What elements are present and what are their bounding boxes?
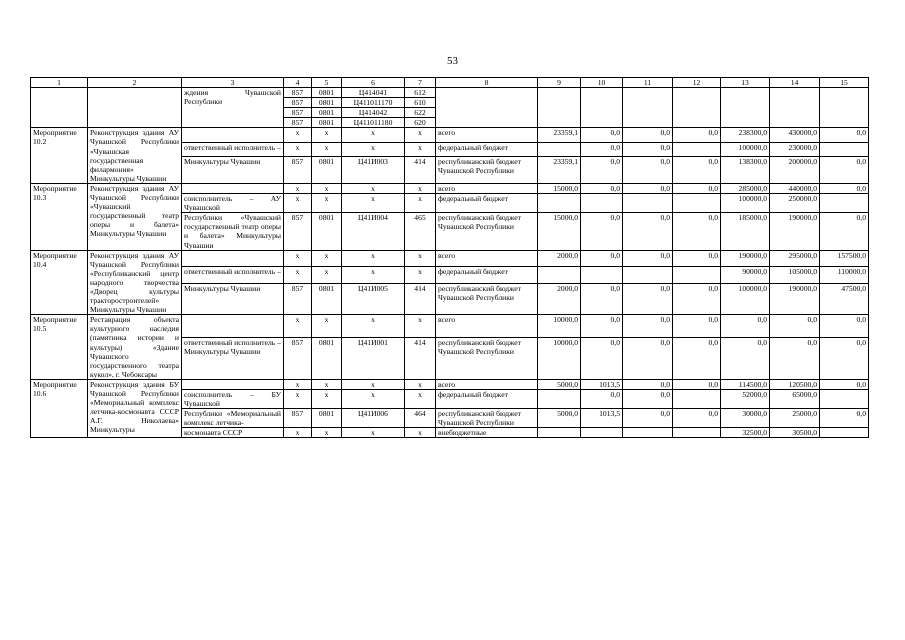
budget-table xyxy=(30,77,869,438)
amount-cell: 0,0 xyxy=(623,128,673,142)
gov-code-cell: х xyxy=(284,267,312,284)
code-cell: 612 xyxy=(405,88,436,98)
amount-cell: 190000,0 xyxy=(770,213,820,250)
amount-cell: 0,0 xyxy=(673,315,721,337)
page-number: 53 xyxy=(447,55,458,67)
amount-cell: 295000,0 xyxy=(770,250,820,267)
funding-source-cell: федеральный бюджет xyxy=(436,142,538,156)
executor-cell xyxy=(182,315,284,337)
amount-cell xyxy=(538,142,581,156)
expense-code-cell: х xyxy=(405,183,436,193)
amount-cell: 0,0 xyxy=(820,409,869,428)
expense-code-cell: 414 xyxy=(405,283,436,315)
section-code-cell: х xyxy=(312,183,342,193)
target-code-cell: х xyxy=(342,428,405,438)
column-header-6: 6 xyxy=(342,78,405,88)
target-code-cell: Ц41И001 xyxy=(342,337,405,379)
amount-cell xyxy=(820,142,869,156)
amount-cell xyxy=(820,194,869,213)
section-code-cell: 0801 xyxy=(312,213,342,250)
gov-code-cell: х xyxy=(284,428,312,438)
amount-cell: 5000,0 xyxy=(538,409,581,428)
amount-cell: 2000,0 xyxy=(538,283,581,315)
code-cell: Ц411011170 xyxy=(342,98,405,108)
amount-cell xyxy=(538,194,581,213)
amount-cell: 0,0 xyxy=(721,315,770,337)
funding-source-cell: всего xyxy=(436,250,538,267)
event-name: Реконструкция здания АУ Чувашской Республики «Чувашский государственный театр оперы и балета» Минкультуры Чувашии xyxy=(88,183,182,250)
code-cell: Ц414041 xyxy=(342,88,405,98)
amount-cell: 1013,5 xyxy=(581,409,623,428)
amount-cell: 190000,0 xyxy=(770,283,820,315)
section-code-cell: х xyxy=(312,142,342,156)
section-code-cell: х xyxy=(312,428,342,438)
funding-source-cell: республиканский бюджет Чувашской Республики xyxy=(436,283,538,315)
column-header-13: 13 xyxy=(721,78,770,88)
funding-source-cell: всего xyxy=(436,379,538,389)
empty-cell xyxy=(581,88,623,128)
section-code-cell: х xyxy=(312,315,342,337)
amount-cell: 25000,0 xyxy=(770,409,820,428)
amount-cell: 0,0 xyxy=(581,390,623,409)
funding-source-cell: всего xyxy=(436,315,538,337)
executor-cell xyxy=(182,183,284,193)
table-row xyxy=(31,183,869,193)
amount-cell xyxy=(673,194,721,213)
target-code-cell: х xyxy=(342,267,405,284)
empty-cell xyxy=(721,88,770,128)
amount-cell xyxy=(673,428,721,438)
amount-cell: 2000,0 xyxy=(538,250,581,267)
code-cell: 620 xyxy=(405,118,436,128)
code-cell: 622 xyxy=(405,108,436,118)
section-code-cell: 0801 xyxy=(312,409,342,428)
section-code-cell: х xyxy=(312,250,342,267)
header-row xyxy=(31,78,869,88)
amount-cell xyxy=(673,267,721,284)
amount-cell: 0,0 xyxy=(623,409,673,428)
gov-code-cell: 857 xyxy=(284,409,312,428)
amount-cell: 0,0 xyxy=(820,379,869,389)
expense-code-cell: х xyxy=(405,250,436,267)
amount-cell: 0,0 xyxy=(673,156,721,183)
amount-cell: 0,0 xyxy=(673,183,721,193)
amount-cell: 238300,0 xyxy=(721,128,770,142)
event-id-cell xyxy=(31,88,88,128)
funding-source-cell: всего xyxy=(436,183,538,193)
code-cell: 857 xyxy=(284,118,312,128)
funding-source-cell: всего xyxy=(436,128,538,142)
amount-cell: 185000,0 xyxy=(721,213,770,250)
section-code-cell: 0801 xyxy=(312,156,342,183)
section-code-cell: х xyxy=(312,379,342,389)
expense-code-cell: х xyxy=(405,142,436,156)
expense-code-cell: х xyxy=(405,267,436,284)
amount-cell: 47500,0 xyxy=(820,283,869,315)
code-cell: 857 xyxy=(284,88,312,98)
amount-cell: 157500,0 xyxy=(820,250,869,267)
amount-cell: 30000,0 xyxy=(721,409,770,428)
amount-cell: 0,0 xyxy=(820,315,869,337)
gov-code-cell: х xyxy=(284,315,312,337)
amount-cell: 0,0 xyxy=(721,337,770,379)
empty-cell xyxy=(436,88,538,128)
amount-cell: 100000,0 xyxy=(721,194,770,213)
funding-source-cell: республиканский бюджет Чувашской Республики xyxy=(436,409,538,428)
expense-code-cell: х xyxy=(405,379,436,389)
target-code-cell: х xyxy=(342,379,405,389)
column-header-7: 7 xyxy=(405,78,436,88)
event-id: Мероприятие 10.3 xyxy=(31,183,88,250)
funding-source-cell: федеральный бюджет xyxy=(436,390,538,409)
amount-cell: 0,0 xyxy=(673,128,721,142)
gov-code-cell: х xyxy=(284,379,312,389)
gov-code-cell: х xyxy=(284,250,312,267)
empty-cell xyxy=(538,88,581,128)
amount-cell: 65000,0 xyxy=(770,390,820,409)
amount-cell: 90000,0 xyxy=(721,267,770,284)
event-name-cell xyxy=(88,88,182,128)
amount-cell: 0,0 xyxy=(770,337,820,379)
executor-cell: ответственный исполнитель – xyxy=(182,142,284,156)
executor-cell xyxy=(182,128,284,142)
executor-cell xyxy=(182,250,284,267)
column-header-11: 11 xyxy=(623,78,673,88)
gov-code-cell: 857 xyxy=(284,283,312,315)
amount-cell xyxy=(623,194,673,213)
section-code-cell: х xyxy=(312,194,342,213)
amount-cell: 10000,0 xyxy=(538,337,581,379)
target-code-cell: х xyxy=(342,183,405,193)
amount-cell xyxy=(581,267,623,284)
expense-code-cell: 465 xyxy=(405,213,436,250)
event-id: Мероприятие 10.4 xyxy=(31,250,88,315)
amount-cell: 100000,0 xyxy=(721,283,770,315)
amount-cell: 0,0 xyxy=(770,315,820,337)
section-code-cell: х xyxy=(312,390,342,409)
amount-cell: 110000,0 xyxy=(820,267,869,284)
amount-cell: 430000,0 xyxy=(770,128,820,142)
amount-cell: 0,0 xyxy=(623,156,673,183)
executor-cell: Минкультуры Чувашии xyxy=(182,283,284,315)
amount-cell: 0,0 xyxy=(623,337,673,379)
expense-code-cell: 464 xyxy=(405,409,436,428)
table-row xyxy=(31,128,869,142)
amount-cell xyxy=(581,428,623,438)
section-code-cell: 0801 xyxy=(312,337,342,379)
amount-cell: 0,0 xyxy=(581,142,623,156)
target-code-cell: Ц41И004 xyxy=(342,213,405,250)
expense-code-cell: 414 xyxy=(405,156,436,183)
funding-source-cell: республиканский бюджет Чувашской Республики xyxy=(436,213,538,250)
gov-code-cell: х xyxy=(284,142,312,156)
target-code-cell: х xyxy=(342,315,405,337)
event-name: Реконструкция здания АУ Чувашской Республики «Чувашская государственная филармония» Минкультуры Чувашии xyxy=(88,128,182,184)
amount-cell: 105000,0 xyxy=(770,267,820,284)
executor-cell: Минкультуры Чувашии xyxy=(182,156,284,183)
section-code-cell: х xyxy=(312,267,342,284)
column-header-12: 12 xyxy=(673,78,721,88)
expense-code-cell: х xyxy=(405,428,436,438)
amount-cell: 0,0 xyxy=(623,250,673,267)
amount-cell: 0,0 xyxy=(581,128,623,142)
amount-cell: 0,0 xyxy=(581,315,623,337)
gov-code-cell: 857 xyxy=(284,156,312,183)
amount-cell: 250000,0 xyxy=(770,194,820,213)
executor-cell: Республики «Мемориальный комплекс летчика- xyxy=(182,409,284,428)
table-row xyxy=(31,250,869,267)
column-header-9: 9 xyxy=(538,78,581,88)
amount-cell: 190000,0 xyxy=(721,250,770,267)
amount-cell: 30500,0 xyxy=(770,428,820,438)
amount-cell: 440000,0 xyxy=(770,183,820,193)
amount-cell: 52000,0 xyxy=(721,390,770,409)
amount-cell: 200000,0 xyxy=(770,156,820,183)
gov-code-cell: х xyxy=(284,194,312,213)
amount-cell: 0,0 xyxy=(581,283,623,315)
expense-code-cell: х xyxy=(405,390,436,409)
amount-cell: 0,0 xyxy=(623,315,673,337)
amount-cell: 32500,0 xyxy=(721,428,770,438)
executor-cell xyxy=(182,379,284,389)
code-cell: 0801 xyxy=(312,88,342,98)
event-name: Реконструкция здания АУ Чувашской Республики «Республиканский центр народного творчества «Дворец культуры тракторостроителей» Минкультуры Чувашии xyxy=(88,250,182,315)
executor-cell: соисполнитель – БУ Чувашской xyxy=(182,390,284,409)
code-cell: Ц411011180 xyxy=(342,118,405,128)
amount-cell: 0,0 xyxy=(581,213,623,250)
amount-cell: 0,0 xyxy=(673,379,721,389)
target-code-cell: Ц41И003 xyxy=(342,156,405,183)
amount-cell: 100000,0 xyxy=(721,142,770,156)
funding-source-cell: республиканский бюджет Чувашской Республики xyxy=(436,337,538,379)
code-cell: 610 xyxy=(405,98,436,108)
amount-cell xyxy=(538,428,581,438)
amount-cell xyxy=(581,194,623,213)
target-code-cell: х xyxy=(342,142,405,156)
executor-cell: Республики «Чувашский государственный театр оперы и балета» Минкультуры Чувашии xyxy=(182,213,284,250)
amount-cell: 15000,0 xyxy=(538,183,581,193)
gov-code-cell: х xyxy=(284,183,312,193)
event-name: Реконструкция здания БУ Чувашской Республики «Мемориальный комплекс летчика-космонавта СССР А.Г. Николаева» Минкультуры xyxy=(88,379,182,438)
amount-cell: 0,0 xyxy=(673,213,721,250)
amount-cell: 0,0 xyxy=(673,337,721,379)
amount-cell: 285000,0 xyxy=(721,183,770,193)
amount-cell: 0,0 xyxy=(581,250,623,267)
amount-cell xyxy=(820,428,869,438)
column-header-5: 5 xyxy=(312,78,342,88)
expense-code-cell: 414 xyxy=(405,337,436,379)
column-header-15: 15 xyxy=(820,78,869,88)
gov-code-cell: х xyxy=(284,128,312,142)
amount-cell: 5000,0 xyxy=(538,379,581,389)
expense-code-cell: х xyxy=(405,194,436,213)
event-name: Реставрация объекта культурного наследия (памятника истории и культуры) «Здание Чувашского государственного театра кукол», г. Чебоксары xyxy=(88,315,182,380)
column-header-3: 3 xyxy=(182,78,284,88)
target-code-cell: Ц41И005 xyxy=(342,283,405,315)
funding-source-cell: республиканский бюджет Чувашской Республики xyxy=(436,156,538,183)
amount-cell xyxy=(538,267,581,284)
section-code-cell: 0801 xyxy=(312,283,342,315)
amount-cell xyxy=(623,267,673,284)
empty-cell xyxy=(623,88,673,128)
amount-cell: 0,0 xyxy=(623,142,673,156)
target-code-cell: х xyxy=(342,250,405,267)
amount-cell: 0,0 xyxy=(820,183,869,193)
amount-cell: 0,0 xyxy=(820,337,869,379)
amount-cell: 0,0 xyxy=(623,379,673,389)
code-cell: Ц414042 xyxy=(342,108,405,118)
expense-code-cell: х xyxy=(405,128,436,142)
code-cell: 0801 xyxy=(312,108,342,118)
table-row xyxy=(31,88,869,98)
amount-cell: 0,0 xyxy=(820,213,869,250)
amount-cell xyxy=(673,390,721,409)
column-header-8: 8 xyxy=(436,78,538,88)
section-code-cell: х xyxy=(312,128,342,142)
amount-cell: 1013,5 xyxy=(581,379,623,389)
target-code-cell: х xyxy=(342,194,405,213)
event-id: Мероприятие 10.6 xyxy=(31,379,88,438)
executor-cell: ответственный исполнитель – Минкультуры Чувашии xyxy=(182,337,284,379)
amount-cell: 23359,1 xyxy=(538,128,581,142)
gov-code-cell: 857 xyxy=(284,213,312,250)
expense-code-cell: х xyxy=(405,315,436,337)
target-code-cell: Ц41И006 xyxy=(342,409,405,428)
executor-cell: соисполнитель – АУ Чувашской xyxy=(182,194,284,213)
column-header-1: 1 xyxy=(31,78,88,88)
gov-code-cell: х xyxy=(284,390,312,409)
amount-cell: 0,0 xyxy=(623,183,673,193)
target-code-cell: х xyxy=(342,390,405,409)
amount-cell: 0,0 xyxy=(820,156,869,183)
amount-cell: 0,0 xyxy=(623,390,673,409)
amount-cell: 120500,0 xyxy=(770,379,820,389)
code-cell: 857 xyxy=(284,108,312,118)
amount-cell: 10000,0 xyxy=(538,315,581,337)
column-header-14: 14 xyxy=(770,78,820,88)
executor-cell: космонавта СССР xyxy=(182,428,284,438)
amount-cell: 0,0 xyxy=(581,156,623,183)
amount-cell: 230000,0 xyxy=(770,142,820,156)
amount-cell xyxy=(820,390,869,409)
column-header-10: 10 xyxy=(581,78,623,88)
empty-cell xyxy=(673,88,721,128)
code-cell: 857 xyxy=(284,98,312,108)
event-id: Мероприятие 10.5 xyxy=(31,315,88,380)
amount-cell: 0,0 xyxy=(673,250,721,267)
amount-cell: 0,0 xyxy=(820,128,869,142)
empty-cell xyxy=(820,88,869,128)
executor-cell: ждения Чувашской Республики xyxy=(182,88,284,128)
target-code-cell: х xyxy=(342,128,405,142)
amount-cell: 114500,0 xyxy=(721,379,770,389)
event-id: Мероприятие 10.2 xyxy=(31,128,88,184)
amount-cell: 0,0 xyxy=(673,409,721,428)
executor-cell: ответственный исполнитель – xyxy=(182,267,284,284)
empty-cell xyxy=(770,88,820,128)
amount-cell: 0,0 xyxy=(623,213,673,250)
amount-cell: 0,0 xyxy=(581,183,623,193)
amount-cell: 0,0 xyxy=(623,283,673,315)
amount-cell: 0,0 xyxy=(581,337,623,379)
amount-cell xyxy=(673,142,721,156)
table-row xyxy=(31,315,869,337)
column-header-4: 4 xyxy=(284,78,312,88)
code-cell: 0801 xyxy=(312,118,342,128)
amount-cell: 23359,1 xyxy=(538,156,581,183)
funding-source-cell: федеральный бюджет xyxy=(436,194,538,213)
amount-cell: 138300,0 xyxy=(721,156,770,183)
amount-cell xyxy=(623,428,673,438)
funding-source-cell: внебюджетные xyxy=(436,428,538,438)
table-row xyxy=(31,379,869,389)
gov-code-cell: 857 xyxy=(284,337,312,379)
funding-source-cell: федеральный бюджет xyxy=(436,267,538,284)
amount-cell: 15000,0 xyxy=(538,213,581,250)
amount-cell xyxy=(538,390,581,409)
code-cell: 0801 xyxy=(312,98,342,108)
amount-cell: 0,0 xyxy=(673,283,721,315)
column-header-2: 2 xyxy=(88,78,182,88)
